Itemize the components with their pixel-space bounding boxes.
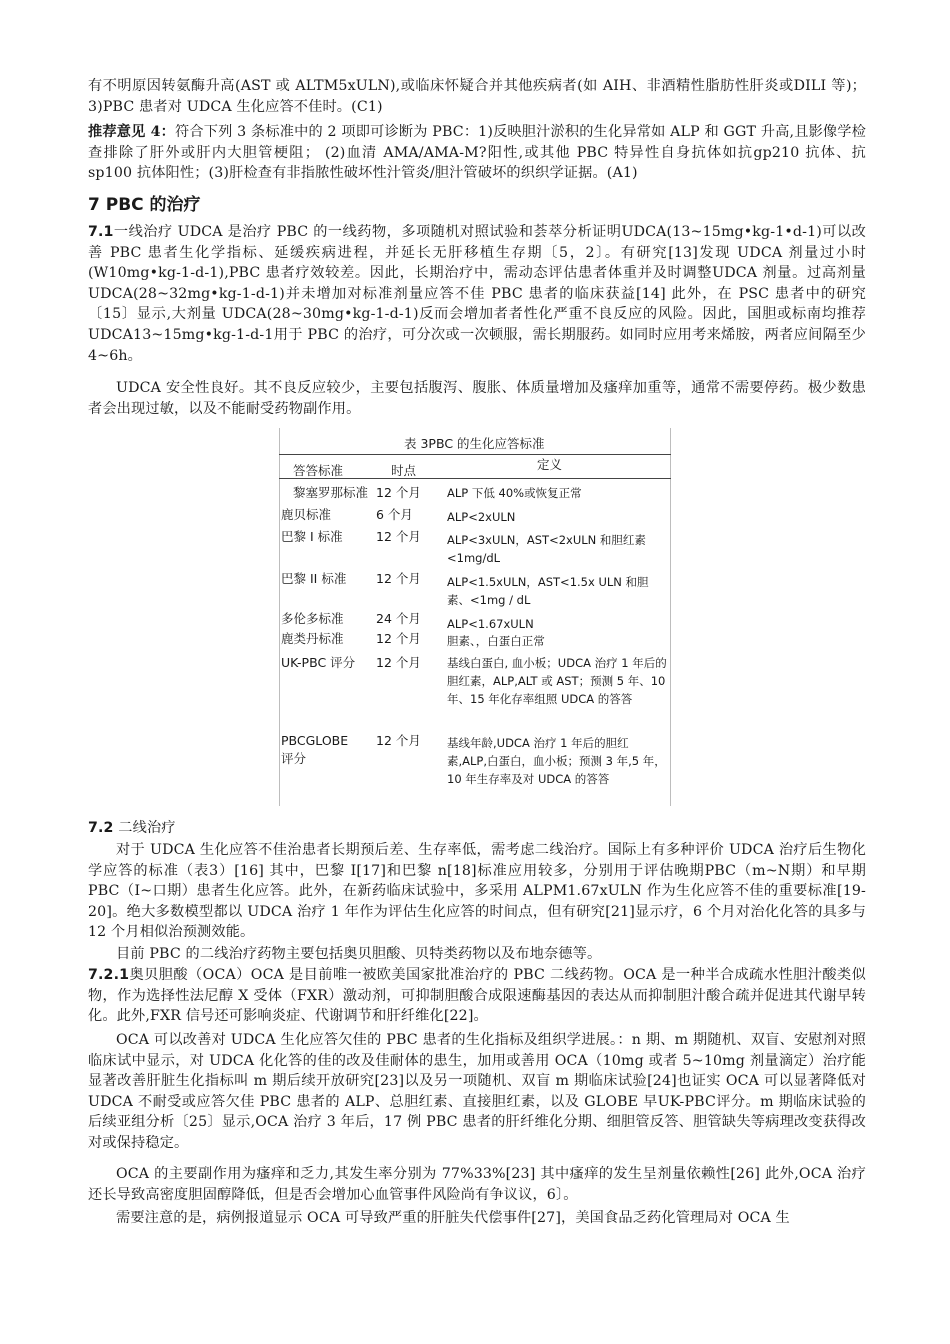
table-row-def: 基线年龄,UDCA 治疗 1 年后的胆红素,ALP,白蛋白，血小板；预测 3 年,5 年，10 年生存率及对 UDCA 的答答	[447, 736, 666, 786]
num-7-1: 7.1	[88, 224, 114, 240]
table-right-border	[670, 428, 671, 806]
table-row-name: 巴黎 II 标准	[281, 571, 347, 586]
num-7-2-1: 7.2.1	[88, 967, 130, 983]
paragraph-7-1	[88, 222, 866, 366]
header-definition: 定义	[537, 457, 563, 472]
recommendation-4	[88, 122, 866, 184]
table-3	[279, 428, 671, 806]
num-7-2: 7.2	[88, 820, 114, 836]
table-row-time: 12 个月	[376, 571, 421, 586]
table-caption: 表 3PBC 的生化应答标准	[404, 436, 545, 451]
table-row-name: 鹿贝标准	[281, 507, 332, 522]
paragraph-7-2-1	[88, 965, 866, 1027]
table-row-def: ALP<2xULN	[447, 510, 516, 524]
table-row-time: 12 个月	[376, 485, 421, 500]
title-7-2: 二线治疗	[118, 820, 176, 836]
table-row-time: 12 个月	[376, 733, 421, 748]
table-row-time: 6 个月	[376, 507, 413, 522]
paragraph-7-2-a: 对于 UDCA 生化应答不佳治患者长期预后差、生存率低，需考虑二线治疗。国际上有多种评价 UDCA 治疗后生物化学应答的标准（表3）[16] 其中，巴黎 I[17]和巴黎 n[18]标准应用较多，分别用于评估晚期PBC（m~N期）和早期 PBC（I~口期）患者生化应答。此外，在新药临床试验中，多采用 ALPM1.67xULN 作为生化应答不佳的重要标准[19-20]。绝大多数模型都以 UDCA 治疗 1 年作为评估生化应答的时间点，但有研究[21]显示疗，6 个月对治化化答的具多与 12 个月相似治预测效能。	[88, 842, 866, 941]
text-7-2-1: 奥贝胆酸（OCA）OCA 是目前唯一被欧美国家批准治疗的 PBC 二线药物。OCA 是一种半合成疏水性胆汁酸类似物，作为选择性法尼醇 X 受体（FXR）激动剂，可抑制胆酸合成限速酶基因的表达从而抑制胆汁酸合疏并促进其代谢早转化。此外,FXR 信号还可影响炎症、代谢调节和肝纤维化[22]。	[88, 967, 866, 1025]
table-row-def: ALP 下低 40%或恢复正常	[447, 486, 582, 500]
table-row-name: 巴黎 I 标准	[281, 529, 343, 544]
table-row-time: 12 个月	[376, 655, 421, 670]
header-criteria: 答答标准	[293, 463, 344, 478]
paragraph-7-2-1-d: 需要注意的是，病例报道显示 OCA 可导致严重的肝脏失代偿事件[27]，美国食品乏药化管理局对 OCA 生	[116, 1210, 790, 1226]
table-row-def: 基线白蛋白, 血小板；UDCA 治疗 1 年后的胆红素，ALP,ALT 或 AST；预测 5 年、10 年、15 年化存率组照 UDCA 的答答	[447, 656, 667, 706]
table-row-name: UK-PBC 评分	[281, 655, 356, 670]
table-top-rule	[279, 454, 671, 455]
section-title-7: 7 PBC 的治疗	[88, 195, 201, 215]
table-row-def: 胆素、，白蛋白正常	[447, 634, 545, 648]
text-7-1: 一线治疗 UDCA 是治疗 PBC 的一线药物，多项随机对照试验和荟萃分析证明UDCA(13~15mg•kg-1•d-1)可以改善 PBC 患者生化学指标、延缓疾病进程，并延长无肝移植生存期〔5，2〕。有研究[13]发现 UDCA 剂量过小时(W10mg•kg-1-d-1),PBC 患者疗效较差。因此，长期治疗中，需动态评估患者体重并及时调整UDCA 剂量。过高剂量 UDCA(28~32mg•kg-1-d-1)并未增加对标准剂量应答不佳 PBC 患者的临床获益[14] 此外，在 PSC 患者中的研究〔15〕显示,大剂量 UDCA(28~30mg•kg-1-d-1)反而会增加者者性化严重不良反应的风险。因此，国胆或标南均推荐 UDCA13~15mg•kg-1-d-1用于 PBC 的治疗，可分次或一次顿服，需长期服药。如同时应用考来烯胺，两者应间隔至少 4~6h。	[88, 224, 866, 364]
table-header-rule	[279, 478, 671, 479]
table-row-name: 多伦多标准	[281, 611, 344, 626]
paragraph-safety: UDCA 安全性良好。其不良反应较少，主要包括腹泻、腹胀、体质量增加及瘙痒加重等，通常不需要停药。极少数患者会出现过敏，以及不能耐受药物副作用。	[88, 380, 866, 417]
rec4-label: 推荐意见 4：	[88, 124, 175, 140]
table-row-time: 12 个月	[376, 631, 421, 646]
table-row-def: ALP<3xULN，AST<2xULN 和胆红素<1mg/dL	[447, 533, 646, 565]
table-row-name: 黎塞罗那标准	[293, 485, 369, 500]
table-row-name: PBCGLOBE 评分	[281, 733, 349, 766]
table-row-name: 鹿类丹标准	[281, 631, 344, 646]
paragraph-7-2-1-b: OCA 可以改善对 UDCA 生化应答欠佳的 PBC 患者的生化指标及组织学进展。：n 期、m 期随机、双盲、安慰剂对照临床试中显示，对 UDCA 化化答的佳的改及佳耐体的患生，加用或善用 OCA（10mg 或者 5~10mg 剂量滴定）治疗能显著改善肝脏生化指标叫 m 期后续开放研究[23]以及另一项随机、双盲 m 期临床试验[24]也证实 OCA 可以显著降低对 UDCA 不耐受或应答欠佳 PBC 患者的 ALP、总胆红素、直接胆红素，以及 GLOBE 早UK-PBC评分。m 期临床试验的后续亚组分析〔25〕显示,OCA 治疗 3 年后，17 例 PBC 患者的肝纤维化分期、细胆管反答、胆管缺失等病理改变获得改对或保持稳定。	[88, 1032, 866, 1151]
paragraph-intro: 有不明原因转氨酶升高(AST 或 ALTM5xULN),或临床怀疑合并其他疾病者(如 AIH、非酒精性脂肪性肝炎或DILI 等)；3)PBC 患者对 UDCA 生化应答不佳时。(C1)	[88, 78, 866, 115]
table-row-time: 12 个月	[376, 529, 421, 544]
table-left-border	[279, 428, 280, 806]
header-time: 时点	[391, 463, 417, 478]
table-row-time: 24 个月	[376, 611, 421, 626]
rec4-text: 符合下列 3 条标准中的 2 项即可诊断为 PBC：1)反映胆汁淤积的生化异常如 ALP 和 GGT 升高,且影像学检查排除了肝外或肝内大胆管梗阻； (2)血清 AMA/AMA-M?阳性,或其他 PBC 特异性自身抗体如抗gp210 抗体、抗 sp100 抗体阳性；(3)肝检查有非指脓性破坏性汁管炎/胆汁管破坏的织织学证据。(A1)	[88, 124, 866, 182]
paragraph-7-2-1-c: OCA 的主要副作用为瘙痒和乏力,其发生率分别为 77%33%[23] 其中瘙痒的发生呈剂量依赖性[26] 此外,OCA 治疗还长导致高密度胆固醇降低，但是否会增加心血管事件风险尚有争议议，6〕。	[88, 1166, 866, 1203]
table-row-def: ALP<1.5xULN，AST<1.5x ULN 和胆素、<1mg / dL	[447, 575, 649, 607]
paragraph-7-2-b: 目前 PBC 的二线治疗药物主要包括奥贝胆酸、贝特类药物以及布地奈德等。	[116, 946, 602, 962]
table-row-def: ALP<1.67xULN	[447, 617, 534, 631]
heading-7-2	[88, 818, 866, 839]
